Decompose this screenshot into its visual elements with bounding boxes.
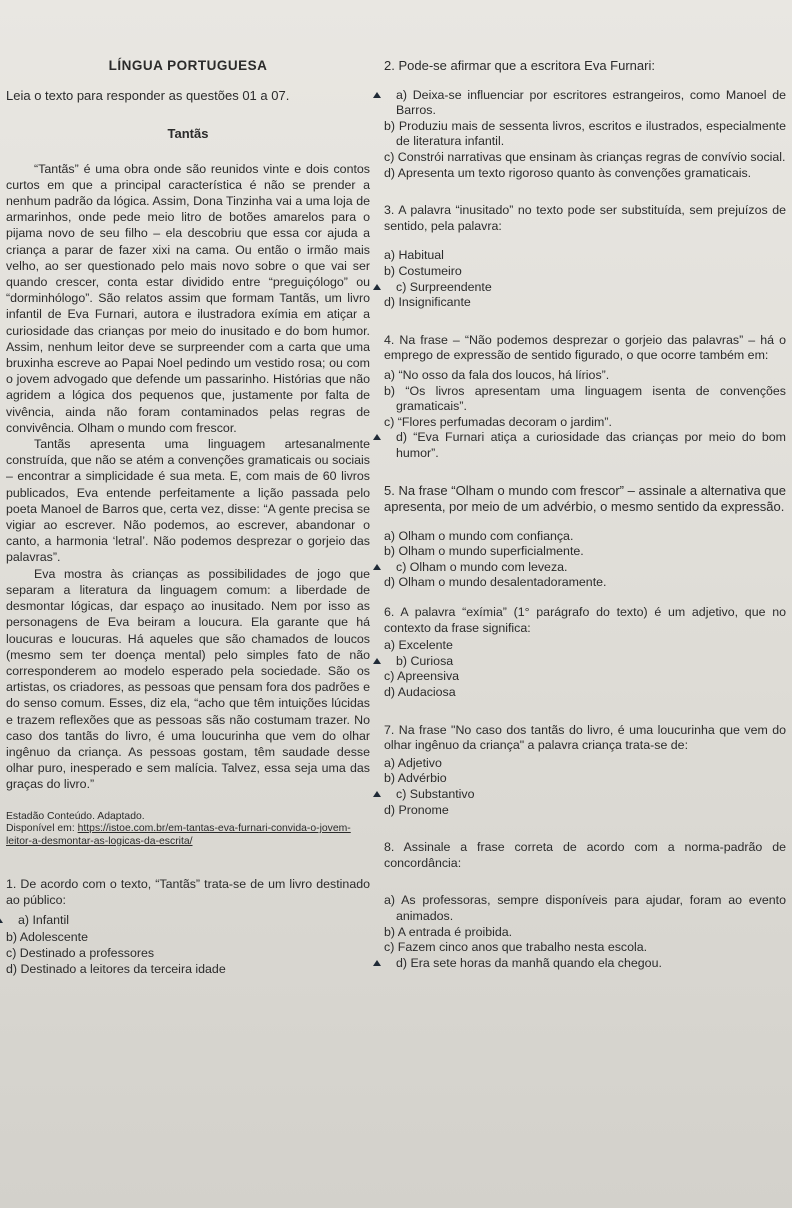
question-5-option-b[interactable]: b) Olham o mundo superficialmente. [384, 544, 584, 559]
left-column [6, 58, 370, 977]
question-2-option-b[interactable]: b) Produziu mais de sessenta livros, escritos e ilustrados, especialmente de literatura infantil. [384, 118, 786, 149]
question-8-option-c[interactable]: c) Fazem cinco anos que trabalho nesta escola. [384, 940, 648, 955]
question-4-option-b[interactable]: b) “Os livros apresentam uma linguagem isenta de convenções gramaticais”. [384, 383, 786, 414]
option-text: b) Curiosa [396, 653, 454, 668]
question-2-stem: 2. Pode-se afirmar que a escritora Eva Furnari: [384, 58, 655, 73]
pen-mark-icon [384, 655, 394, 665]
question-8-stem: 8. Assinale a frase correta de acordo com a norma-padrão de concordância: [384, 840, 786, 870]
question-5-option-c[interactable] [384, 560, 786, 576]
question-4 [384, 333, 786, 462]
pen-mark-icon [384, 89, 394, 99]
question-2-option-d[interactable]: d) Apresenta um texto rigoroso quanto às convenções gramaticais. [384, 165, 752, 180]
question-6 [384, 605, 786, 701]
text-title: Tantãs [167, 126, 209, 142]
question-4-option-a[interactable]: a) “No osso da fala dos loucos, há lírios”. [384, 367, 610, 382]
question-8-option-d[interactable] [384, 956, 786, 972]
question-3-option-c[interactable] [384, 280, 786, 296]
question-1-option-c[interactable]: c) Destinado a professores [6, 945, 155, 960]
question-2-option-a[interactable] [384, 88, 786, 119]
source-line [6, 823, 370, 848]
question-5-option-d[interactable]: d) Olham o mundo desalentadoramente. [384, 575, 607, 590]
instructions: Leia o texto para responder as questões 01 a 07. [6, 88, 290, 104]
question-6-option-a[interactable]: a) Excelente [384, 638, 453, 653]
right-column [384, 58, 786, 971]
option-text: c) Surpreendente [396, 279, 492, 294]
question-1-stem: 1. De acordo com o texto, “Tantãs” trata-se de um livro destinado ao público: [6, 877, 370, 908]
paragraph-1: “Tantãs” é uma obra onde são reunidos vinte e dois contos curtos em que a principal característica é não se prender a nenhum padrão da lógica. Assim, Dona Tinzinha vai a uma loja de armarinhos, onde pede meio litro de botões amarelos para o pijama novo de seu filho – ela descobriu que essa cor ajuda a criança a parar de fazer xixi na cama. Ou então o irmão mais velho, ao ser questionado pelo mais novo sobre o que vai ser quando crescer, conta estar dividido entre “preguiçólogo” ou “dorminhólogo”. São relatos assim que formam Tantãs, um livro infantil de Eva Furnari, autora e ilustradora exímia em atiçar a curiosidade das crianças por meio do inusitado e do bom humor. Assim, nenhum leitor deve se surpreender com a carta que uma bruxinha escreve ao Papai Noel pedindo um vestido rosa; ou com o jovem advogado que defende um passarinho. Histórias que não agridem a lógica dos pequenos que, justamente por falta de vivência, ainda não foram contaminados pelas regras de convivência. Olham o mundo com frescor. [6, 161, 370, 435]
question-7-option-d[interactable]: d) Pronome [384, 802, 449, 817]
question-6-stem: 6. A palavra “exímia” (1° parágrafo do texto) é um adjetivo, que no contexto da frase significa: [384, 605, 786, 635]
question-5 [384, 483, 786, 591]
question-3 [384, 203, 786, 311]
source-url[interactable]: https://istoe.com.br/em-tantas-eva-furnari-convida-o-jovem-leitor-a-desmontar-as-logicas-da-escrita/ [6, 823, 351, 847]
question-2 [384, 58, 786, 181]
option-text: c) Olham o mundo com leveza. [396, 559, 568, 574]
question-7-option-c[interactable] [384, 787, 786, 803]
paragraph-3: Eva mostra às crianças as possibilidades de jogo que separam a literatura da linguagem comum: a liberdade de desmontar lógicas, dar espaço ao inusitado. Nem por isso as personagens de Eva beiram a loucura. Ela garante que há loucuras e loucuras. Há aqueles que são chamados de loucos (mesmo sem ter doença mental) pelo simples fato de não corresponderem ao modelo esperado pela sociedade. São os artistas, os criadores, as pessoas que pensam fora dos padrões e do senso comum. Esses, diz ela, “acho que têm intuições lúcidas e trazem reflexões que as pessoas sãs não costumam trazer. No caso dos tantãs do livro, é uma loucurinha que vem do olhar ingênuo da criança. As pessoas gostam, têm saudade desse olhar puro, inesperado e sem malícia. Talvez, essa seja uma das graças do livro.” [6, 566, 370, 792]
pen-mark-icon [384, 281, 394, 291]
source-name: Estadão Conteúdo. Adaptado. [6, 810, 145, 822]
pen-mark-icon [6, 913, 16, 923]
question-1-option-a[interactable] [6, 912, 370, 928]
question-4-stem: 4. Na frase – “Não podemos desprezar o gorjeio das palavras” – há o emprego de expressão de sentido figurado, o que ocorre também em: [384, 332, 786, 363]
question-6-option-b[interactable] [384, 654, 786, 670]
source-citation [6, 811, 370, 849]
question-7 [384, 723, 786, 819]
question-1-option-b[interactable]: b) Adolescente [6, 929, 88, 944]
option-text: a) Infantil [18, 913, 69, 928]
question-7-stem: 7. Na frase "No caso dos tantãs do livro, é uma loucurinha que vem do olhar ingênuo da criança" a palavra criança trata-se de: [384, 722, 786, 753]
question-4-option-c[interactable]: c) “Flores perfumadas decoram o jardim”. [384, 414, 612, 429]
pen-mark-icon [384, 788, 394, 798]
question-3-option-d[interactable]: d) Insignificante [384, 295, 471, 310]
option-text: d) “Eva Furnari atiça a curiosidade das crianças por meio do bom humor”. [396, 430, 786, 460]
question-2-option-c[interactable]: c) Constrói narrativas que ensinam às crianças regras de convívio social. [384, 149, 786, 164]
question-6-option-d[interactable]: d) Audaciosa [384, 685, 456, 699]
question-4-option-d[interactable] [384, 430, 786, 461]
paragraph-2: Tantãs apresenta uma linguagem artesanalmente construída, que não se atém a convenções gramaticais ou sociais – encontrar a simplicidade é sua meta. E, com mais de 60 livros publicados, Eva entende perfeitamente a lição passada pelo poeta Manoel de Barros que, certa vez, disse: “A gente precisa se vigiar ao escrever. Não podemos, ao escrever, abandonar o canto, a harmonia ‘letral’. Não podemos desprezar o gorjeio das palavras”. [6, 437, 370, 565]
pen-mark-icon [384, 431, 394, 441]
question-7-option-a[interactable]: a) Adjetivo [384, 755, 442, 770]
option-text: a) Deixa-se influenciar por escritores estrangeiros, como Manoel de Barros. [396, 87, 786, 118]
source-prefix: Disponível em: [6, 823, 78, 835]
question-1 [6, 876, 370, 977]
option-text: d) Era sete horas da manhã quando ela chegou. [396, 955, 662, 970]
question-8 [384, 840, 786, 971]
question-5-stem: 5. Na frase “Olham o mundo com frescor” – assinale a alternativa que apresenta, por meio de um advérbio, o mesmo sentido da expressão. [384, 483, 786, 515]
question-8-option-a[interactable]: a) As professoras, sempre disponíveis para ajudar, foram ao evento animados. [384, 893, 786, 923]
option-text: c) Substantivo [396, 786, 475, 801]
question-5-option-a[interactable]: a) Olham o mundo com confiança. [384, 528, 574, 543]
question-3-option-a[interactable]: a) Habitual [384, 248, 444, 263]
question-3-stem: 3. A palavra “inusitado” no texto pode ser substituída, sem prejuízos de sentido, pela palavra: [384, 203, 786, 233]
pen-mark-icon [384, 957, 394, 967]
question-1-option-d[interactable]: d) Destinado a leitores da terceira idade [6, 962, 226, 977]
subject-heading: LÍNGUA PORTUGUESA [108, 58, 268, 73]
pen-mark-icon [384, 561, 394, 571]
question-8-option-b[interactable]: b) A entrada é proibida. [384, 924, 513, 939]
question-3-option-b[interactable]: b) Costumeiro [384, 263, 462, 278]
question-6-option-c[interactable]: c) Apreensiva [384, 669, 460, 684]
question-7-option-b[interactable]: b) Advérbio [384, 771, 447, 786]
